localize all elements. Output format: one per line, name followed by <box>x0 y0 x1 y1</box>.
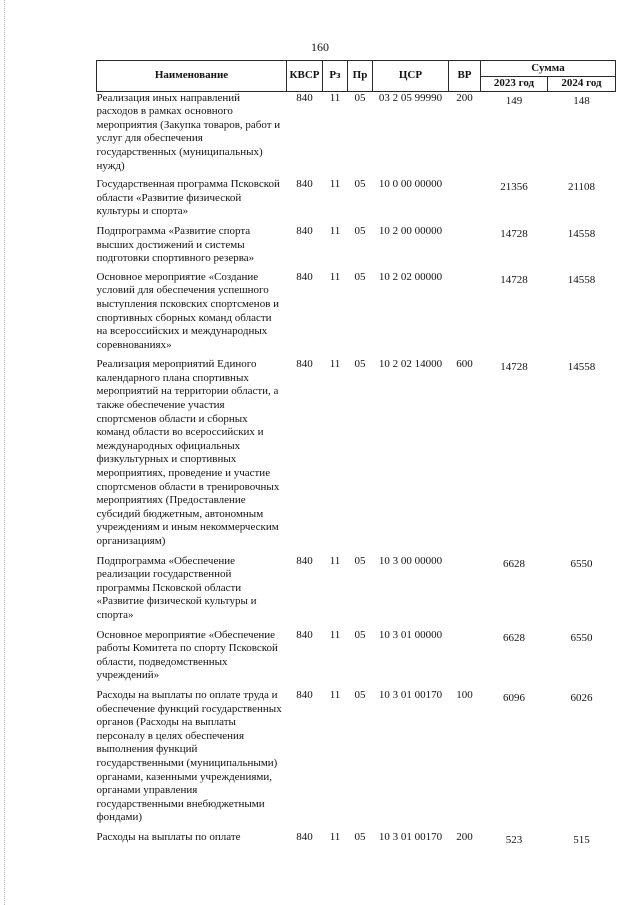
row-amount-2024: 148 <box>573 94 590 107</box>
row-kvsr: 840 <box>296 830 313 843</box>
row-csr: 03 2 05 99990 <box>378 91 443 104</box>
table-header <box>97 61 616 92</box>
row-vr: 600 <box>456 358 473 371</box>
table-row <box>97 91 616 178</box>
row-amount-2023: 149 <box>505 94 523 107</box>
row-pr: 05 <box>354 358 366 371</box>
page-number: 160 <box>311 40 329 54</box>
row-name: Государственная программа Псковской области «Развитие физической культуры и спорта» <box>96 178 280 218</box>
row-amount-2024: 14558 <box>567 227 596 240</box>
row-rz: 11 <box>329 628 341 641</box>
row-csr: 10 2 02 00000 <box>378 270 443 283</box>
table-row <box>97 358 616 554</box>
row-pr: 05 <box>354 178 366 191</box>
row-name: Основное мероприятие «Создание условий для обеспечения успешного выступления псковских спортсменов и спортивных сборных команд области на всероссийских и международных соревнованиях» <box>96 270 280 351</box>
row-name: Реализация мероприятий Единого календарного плана спортивных мероприятий на территории области, а также обеспечение участия спортсменов области и сборных команд области во всероссийских и международных официальных физкультурных и спортивных мероприятиях, проведение и участие спортсменов области в тренировочных мероприятиях (Предоставление субсидий бюджетным, автономным учреждениям и иным некоммерческим организациям) <box>96 358 280 547</box>
table-row <box>97 629 616 689</box>
header-year-2024: 2024 год <box>548 77 616 92</box>
row-rz: 11 <box>329 270 341 283</box>
row-csr: 10 0 00 00000 <box>378 178 443 191</box>
row-csr: 10 2 00 00000 <box>378 224 443 237</box>
row-amount-2023: 523 <box>505 833 523 846</box>
row-kvsr: 840 <box>296 224 313 237</box>
row-vr <box>449 629 481 689</box>
row-csr: 10 3 01 00000 <box>378 628 443 641</box>
row-kvsr: 840 <box>296 554 313 567</box>
row-kvsr: 840 <box>296 688 313 701</box>
row-rz: 11 <box>329 178 341 191</box>
table-row <box>97 831 616 848</box>
row-name: Расходы на выплаты по оплате <box>96 830 241 843</box>
row-vr: 100 <box>456 688 473 701</box>
row-rz: 11 <box>329 554 341 567</box>
row-pr: 05 <box>354 554 366 567</box>
row-name: Подпрограмма «Развитие спорта высших достижений и системы подготовки спортивного резерва» <box>96 224 255 265</box>
row-vr <box>449 178 481 225</box>
header-vr: ВР <box>449 61 481 92</box>
row-amount-2023: 6628 <box>503 631 525 644</box>
row-amount-2024: 14558 <box>567 361 596 374</box>
row-rz: 11 <box>329 688 341 701</box>
row-pr: 05 <box>354 91 366 104</box>
row-name: Реализация иных направлений расходов в рамках основного мероприятия (Закупка товаров, работ и услуг для обеспечения государственных (муниципальных) нужд) <box>96 91 281 172</box>
row-amount-2024: 6550 <box>570 557 593 570</box>
row-kvsr: 840 <box>296 91 313 104</box>
row-pr: 05 <box>354 224 366 237</box>
row-amount-2024: 21108 <box>567 181 596 194</box>
row-pr: 05 <box>354 688 366 701</box>
row-name: Подпрограмма «Обеспечение реализации государственной программы Псковской области «Развитие физической культуры и спорта» <box>96 554 257 621</box>
row-amount-2023: 14728 <box>500 273 528 286</box>
row-name: Расходы на выплаты по оплате труда и обеспечение функций государственных органов (Расходы на выплаты персоналу в целях обеспечения выполнения функций государственными (муниципальными) органами, казенными учреждениями, органами управления государственными внебюджетными фондами) <box>96 688 282 824</box>
header-year-2023: 2023 год <box>481 77 548 92</box>
header-name: Наименование <box>97 61 287 92</box>
row-name: Основное мероприятие «Обеспечение работы Комитета по спорту Псковской области, подведомственных учреждений» <box>96 628 278 682</box>
table-row <box>97 271 616 359</box>
row-csr: 10 3 00 00000 <box>378 554 443 567</box>
row-amount-2023: 6628 <box>503 557 525 570</box>
row-kvsr: 840 <box>296 178 313 191</box>
row-vr: 200 <box>456 91 473 104</box>
row-amount-2023: 14728 <box>500 227 528 240</box>
table-body <box>97 91 616 847</box>
header-sum: Сумма <box>481 61 616 77</box>
table-row <box>97 178 616 225</box>
table-row <box>97 225 616 271</box>
header-pr: Пр <box>348 61 373 92</box>
row-amount-2024: 515 <box>573 833 590 846</box>
row-rz: 11 <box>329 91 341 104</box>
row-amount-2023: 6096 <box>503 691 525 704</box>
row-csr: 10 2 02 14000 <box>378 358 443 371</box>
row-rz: 11 <box>329 224 341 237</box>
row-pr: 05 <box>354 628 366 641</box>
row-kvsr: 840 <box>296 628 313 641</box>
table-row <box>97 555 616 629</box>
row-amount-2024: 6550 <box>570 631 593 644</box>
header-kvsr: КВСР <box>287 61 323 92</box>
row-amount-2024: 6026 <box>570 691 593 704</box>
row-kvsr: 840 <box>296 358 313 371</box>
scan-margin-line <box>4 0 5 905</box>
row-rz: 11 <box>329 358 341 371</box>
row-csr: 10 3 01 00170 <box>378 688 443 701</box>
row-kvsr: 840 <box>296 270 313 283</box>
budget-table <box>96 60 616 847</box>
row-vr <box>449 555 481 629</box>
row-amount-2024: 14558 <box>567 273 596 286</box>
row-pr: 05 <box>354 270 366 283</box>
header-csr: ЦСР <box>373 61 449 92</box>
row-amount-2023: 21356 <box>500 181 528 194</box>
row-amount-2023: 14728 <box>500 361 528 374</box>
table-row <box>97 689 616 831</box>
header-rz: Рз <box>323 61 348 92</box>
row-vr: 200 <box>456 830 473 843</box>
row-rz: 11 <box>329 830 341 843</box>
row-csr: 10 3 01 00170 <box>378 830 443 843</box>
row-vr <box>449 225 481 271</box>
row-vr <box>449 271 481 359</box>
row-pr: 05 <box>354 830 366 843</box>
